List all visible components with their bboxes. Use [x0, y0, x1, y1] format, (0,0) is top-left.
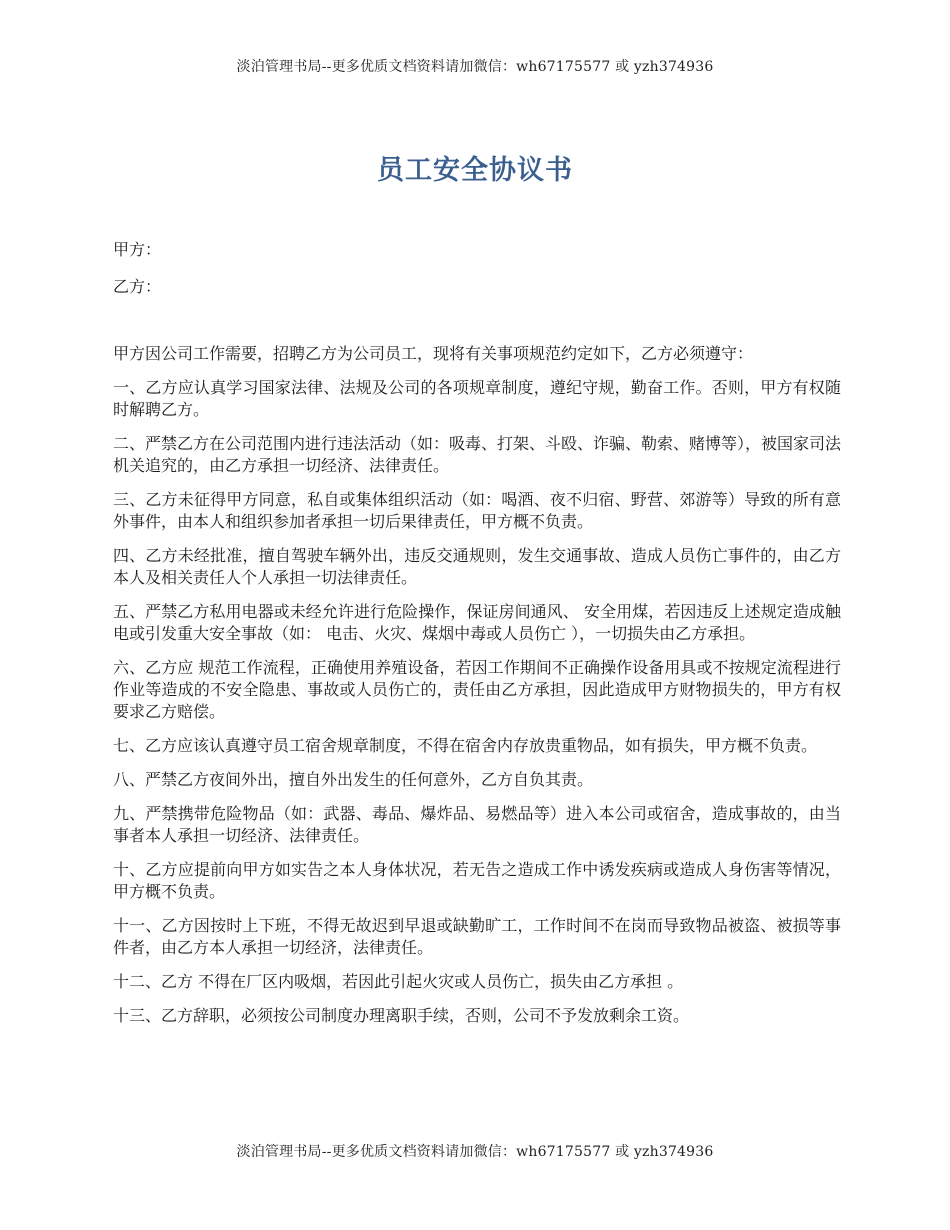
clause-paragraph: 一、乙方应认真学习国家法律、法规及公司的各项规章制度，遵纪守规，勤奋工作。否则，甲方有权随时解聘乙方。 — [113, 378, 841, 419]
header-note: 淡泊管理书局--更多优质文档资料请加微信：wh67175577 或 yzh374936 — [236, 59, 714, 75]
document-title: 员工安全协议书 — [377, 155, 573, 186]
clause-paragraph: 五、严禁乙方私用电器或未经允许进行危险操作，保证房间通风、 安全用煤，若因违反上述规定造成触电或引发重大安全事故（如： 电击、火灾、煤烟中毒或人员伤亡 ），一切损失由乙方承担。 — [113, 602, 841, 643]
clause-paragraph: 九、严禁携带危险物品（如：武器、毒品、爆炸品、易燃品等）进入本公司或宿舍，造成事故的，由当事者本人承担一切经济、法律责任。 — [113, 804, 841, 845]
clause-paragraph: 三、乙方未征得甲方同意，私自或集体组织活动（如：喝酒、夜不归宿、野营、郊游等）导致的所有意外事件，由本人和组织参加者承担一切后果律责任，甲方概不负责。 — [113, 490, 841, 531]
footer-note: 淡泊管理书局--更多优质文档资料请加微信：wh67175577 或 yzh374936 — [236, 1144, 714, 1160]
party-a-label: 甲方： — [113, 240, 162, 259]
clause-paragraph: 十、乙方应提前向甲方如实告之本人身体状况，若无告之造成工作中诱发疾病或造成人身伤害等情况，甲方概不负责。 — [113, 860, 841, 901]
clause-paragraph: 八、严禁乙方夜间外出，擅自外出发生的任何意外，乙方自负其责。 — [113, 770, 594, 789]
clause-paragraph: 六、乙方应 规范工作流程，正确使用养殖设备，若因工作期间不正确操作设备用具或不按规定流程进行作业等造成的不安全隐患、事故或人员伤亡的，责任由乙方承担，因此造成甲方财物损失的，甲方有权要求乙方赔偿。 — [113, 658, 841, 721]
intro-paragraph: 甲方因公司工作需要，招聘乙方为公司员工，现将有关事项规范约定如下，乙方必须遵守： — [113, 344, 754, 363]
clause-paragraph: 十三、乙方辞职，必须按公司制度办理离职手续，否则，公司不予发放剩余工资。 — [113, 1006, 690, 1025]
document-body — [113, 343, 841, 1039]
clause-paragraph: 二、严禁乙方在公司范围内进行违法活动（如：吸毒、打架、斗殴、诈骗、勒索、赌博等），被国家司法机关追究的，由乙方承担一切经济、法律责任。 — [113, 434, 842, 475]
clause-paragraph: 七、乙方应该认真遵守员工宿舍规章制度，不得在宿舍内存放贵重物品，如有损失，甲方概不负责。 — [113, 736, 818, 755]
clause-paragraph: 四、乙方未经批准，擅自驾驶车辆外出，违反交通规则，发生交通事故、造成人员伤亡事件的，由乙方本人及相关责任人个人承担一切法律责任。 — [113, 546, 841, 587]
clause-paragraph: 十一、乙方因按时上下班，不得无故迟到早退或缺勤旷工，工作时间不在岗而导致物品被盗、被损等事件者，由乙方本人承担一切经济，法律责任。 — [113, 916, 841, 957]
party-b-label: 乙方： — [113, 277, 162, 296]
clause-paragraph: 十二、乙方 不得在厂区内吸烟，若因此引起火灾或人员伤亡，损失由乙方承担 。 — [113, 972, 684, 991]
